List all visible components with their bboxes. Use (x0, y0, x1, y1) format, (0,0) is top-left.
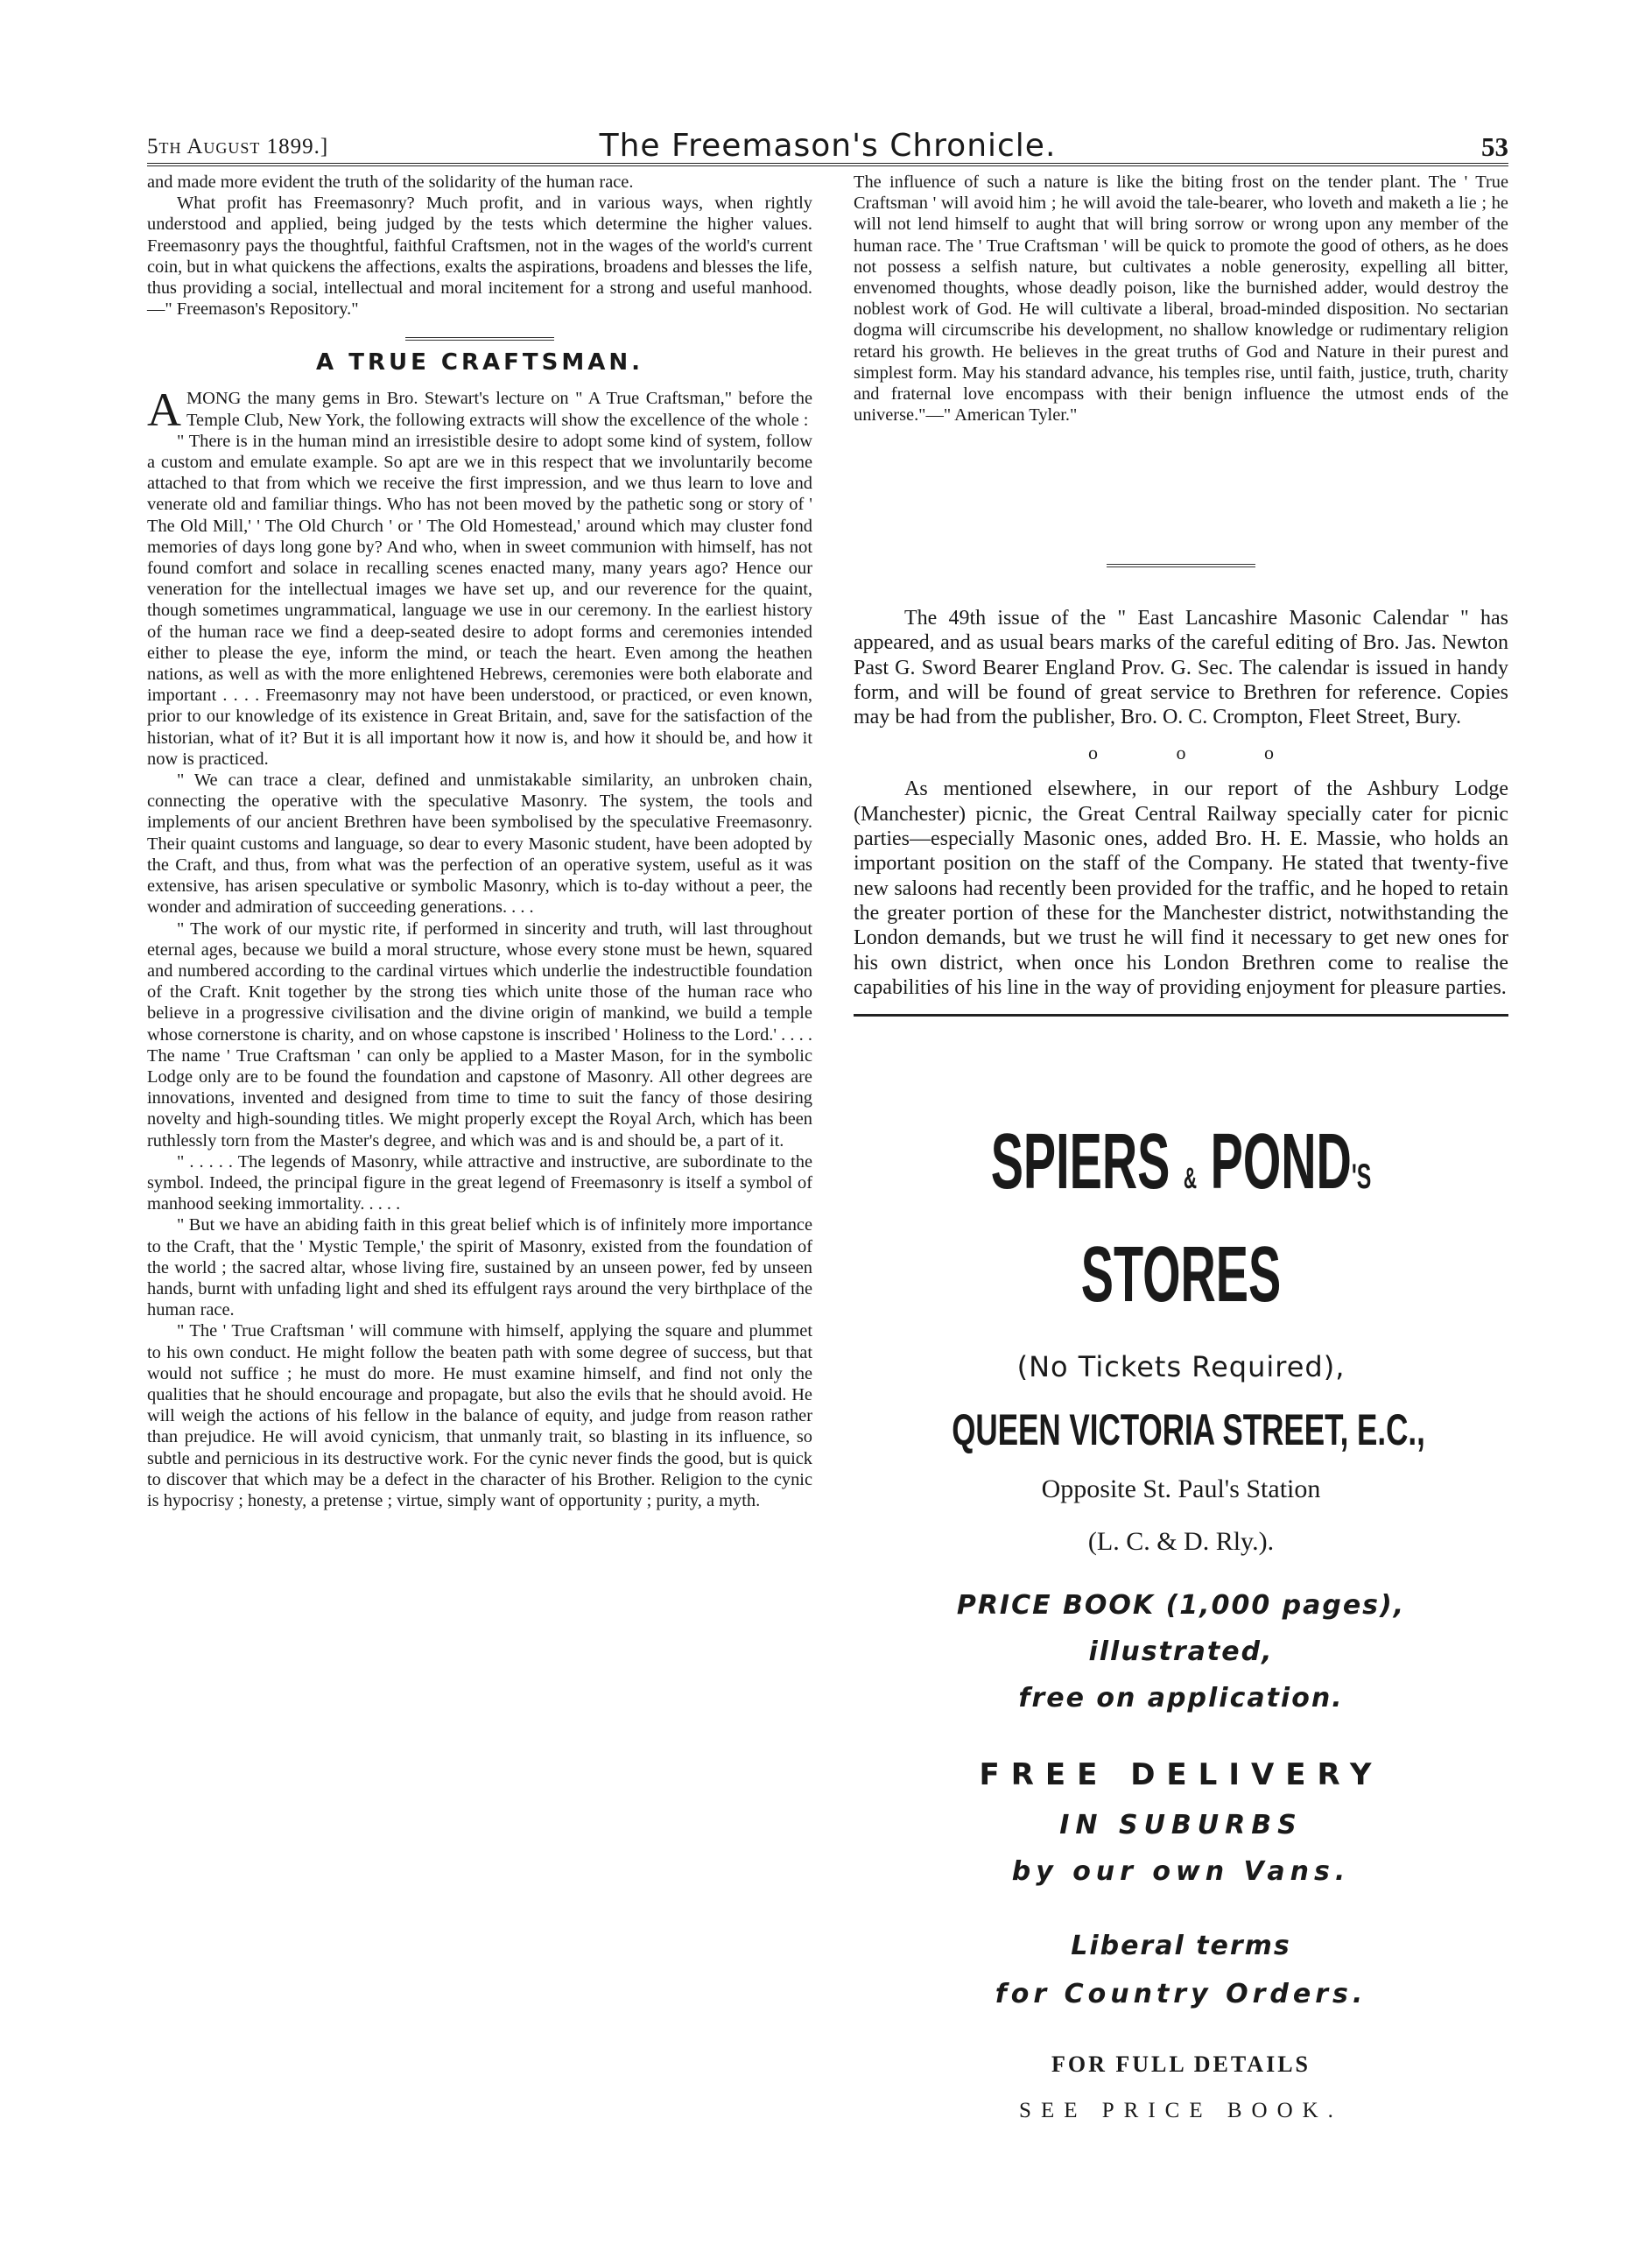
article-continuation: The influence of such a nature is like the biting frost on the tender plant. The ' True Craftsman ' will avoid him ; he will avoid the tale-bearer, who loveth and maketh a lie ; he will not lend himself to aught that will bring sorrow or wrong upon any member of the human race. The ' True Craftsman ' will be quick to promote the good of others, as he does not possess a selfish nature, but cultivates a noble generosity, expelling all bitter, envenomed thoughts, whose deadly poison, like the burnished adder, would destroy the noblest work of God. He will cultivate a liberal, broad-minded disposition. No sectarian dogma will circumscribe his development, no shallow knowledge or rudimentary religion retard his growth. He believes in the great truths of God and Nature in their purest and simplest form. May his standard advance, his temples rise, until faith, justice, truth, charity and fraternal love encompass with their benign influence the utmost ends of the universe."—" American Tyler." (854, 172, 1508, 426)
article-paragraph: " . . . . . The legends of Masonry, while attractive and instructive, are subordinate to the symbol. Indeed, the principal figure in the great legend of Freemasonry is itself a symbol of manhood seeking immortality. . . . . (147, 1151, 812, 1214)
section-divider (405, 337, 554, 341)
ornament-mark: o (1088, 742, 1098, 764)
header-rule (147, 163, 1508, 166)
ad-see-price-book: SEE PRICE BOOK. (1019, 2099, 1343, 2123)
ad-possessive: 'S (1351, 1158, 1372, 1197)
column-rule (854, 1014, 1508, 1017)
page-header (147, 128, 1508, 163)
article-paragraph: " There is in the human mind an irresistible desire to adopt some kind of system, follow a custom and emulate example. So apt are we in this respect that we involuntarily become attached to that from which we receive the first impression, and we thus learn to love and venerate old and familiar things. Who has not been moved by the pathetic song or story of ' The Old Mill,' ' The Old Church ' or ' The Old Homestead,' around which may cluster fond memories of days long gone by? And who, when in sweet communion with himself, has not found comfort and solace in recalling scenes enacted many, many years ago? Hence our veneration for the intellectual images we have set up, and our reverence for the quaint, though sometimes ungrammatical, language we use in our ceremony. In the earliest history of the human race we find a deep-seated desire to adopt forms and ceremonies intended either to please the eye, inform the mind, or teach the heart. Even among the heathen nations, as well as with the more enlightened Hebrews, ceremonies were both elaborate and important . . . . Freemasonry may not have been understood, or practiced, or even known, prior to our knowledge of its existence in Great Britain, and, save for the satisfaction of the historian, what of it? But it is all important how it now is, and how it should be, and how it now is practiced. (147, 431, 812, 769)
news-notes (854, 606, 1508, 1000)
ad-store-name (978, 1118, 1384, 1222)
ornament-mark: o (1264, 742, 1274, 764)
ad-name-part1: SPIERS (990, 1118, 1170, 1207)
ad-free-delivery: FREE DELIVERY (979, 1757, 1383, 1793)
article-paragraph: " But we have an abiding faith in this great belief which is of infinitely more importance to the Craft, that the ' Mystic Temple,' the spirit of Masonry, existed from the foundation of the world ; the sacred altar, whose living fire, sustained by an unseen power, fed by unseen hands, burnt with unfading light and shed its effulgent rays around the very birthplace of the human race. (147, 1215, 812, 1320)
drop-cap: A (147, 384, 181, 437)
article-title: A TRUE CRAFTSMAN. (316, 349, 643, 376)
news-item: As mentioned elsewhere, in our report of the Ashbury Lodge (Manchester) picnic, the Great Central Railway specially cater for picnic parties—especially Masonic ones, added Bro. H. E. Massie, who holds an important position on the staff of the Company. He stated that twenty-five new saloons had recently been provided for the traffic, and he hoped to retain the greater portion of these for the Manchester district, notwithstanding the London demands, but we trust he will find it necessary to get new ones for his own district, when once his London Brethren come to realise the capabilities of his line in the way of providing enjoyment for pleasure parties. (854, 778, 1508, 999)
ad-country-orders: for Country Orders. (995, 1979, 1367, 2010)
news-item: The 49th issue of the " East Lancashire Masonic Calendar " has appeared, and as usual bears marks of the careful editing of Bro. Jas. Newton Past G. Sword Bearer England Prov. G. Sec. The calendar is issued in handy form, and will be found of great service to Brethren for reference. Copies may be had from the publisher, Bro. O. C. Crompton, Fleet Street, Bury. (854, 607, 1508, 729)
section-divider (1107, 564, 1255, 567)
left-column (147, 172, 812, 1511)
article-lead-paragraph (147, 384, 812, 437)
ad-free-application: free on application. (1018, 1683, 1344, 1714)
ad-tickets: (No Tickets Required), (1016, 1350, 1346, 1384)
intro-paragraph: and made more evident the truth of the solidarity of the human race. (147, 172, 634, 192)
ornament-mark: o (1176, 742, 1186, 764)
right-column (854, 172, 1508, 2123)
ad-name-part2: POND (1210, 1118, 1352, 1207)
ad-price-book: PRICE BOOK (1,000 pages), (956, 1590, 1406, 1622)
lead-text: MONG the many gems in Bro. Stewart's lecture on " A True Craftsman," before the Temple Club, New York, the following extracts will show the excellence of the whole : (186, 389, 812, 430)
ad-liberal-terms: Liberal terms (1071, 1931, 1291, 1962)
issue-date: 5th August 1899.] (147, 135, 329, 158)
newspaper-title: The Freemason's Chronicle. (599, 128, 1057, 164)
ad-stores: STORES (1080, 1231, 1282, 1320)
ad-ampersand: & (1183, 1162, 1198, 1196)
intro-paragraph: What profit has Freemasonry? Much profit, and in various ways, when rightly understood and applied, being judged by the tests which determine the higher values. Freemasonry pays the thoughtful, faithful Craftsmen, not in the wages of the world's current coin, but in what quickens the affections, exalts the aspirations, broadens and blesses the life, thus providing a social, intellectual and moral incitement for a strong and useful manhood.—" Freemason's Repository." (147, 194, 812, 320)
ornament-divider (854, 742, 1508, 764)
article-paragraph: " The work of our mystic rite, if performed in sincerity and truth, will last throughout eternal ages, because we build a moral structure, whose every stone must be hewn, squared and numbered according to the cardinal virtues which underlie the indestructible foundation of the Craft. Knit together by the strong ties which unite those of the human race who believe in a progressive civilisation and the divine origin of mankind, we build a temple whose cornerstone is charity, and on whose capstone is inscribed ' Holiness to the Lord.' . . . . The name ' True Craftsman ' can only be applied to a Master Mason, for in the symbolic Lodge only are to be found the foundation and capstone of Masonry. All other degrees are innovations, invented and designed from time to time to suit the fancy of those desiring novelty and high-sounding titles. We might properly except the Royal Arch, which has been ruthlessly torn from the Master's degree, and which was and is and should be, a part of it. (147, 918, 812, 1151)
ad-full-details: FOR FULL DETAILS (1051, 2051, 1311, 2078)
ad-opposite: Opposite St. Paul's Station (1041, 1474, 1321, 1504)
article-paragraph: " The ' True Craftsman ' will commune with himself, applying the square and plummet to his own conduct. He might follow the beaten path with some degree of success, but that would not suffice ; he must do more. He must examine himself, and find not only the qualities that he should encourage and propagate, but also the evils that he should avoid. He will weigh the actions of his fellow in the balance of equity, and judge from reason rather than prejudice. He will avoid cynicism, that unmanly trait, so blasting in its influence, so subtle and pernicious in its destructive work. For the cynic never finds the good, but is quick to discover that which may be a defect in the character of his Brother. Religion to the cynic is hypocrisy ; honesty, a pretense ; virtue, simply want of opportunity ; purity, a myth. (147, 1321, 812, 1510)
spiers-pond-advertisement (854, 1118, 1508, 2123)
ad-own-vans: by our own Vans. (1011, 1856, 1351, 1888)
ad-street: QUEEN VICTORIA STREET, E.C., (952, 1405, 1425, 1455)
article-paragraph: " We can trace a clear, defined and unmistakable similarity, an unbroken chain, connecting the operative with the speculative Masonry. The system, the tools and implements of our ancient Brethren have been symbolised by the speculative Freemasonry. Their quaint customs and language, so dear to every Masonic student, have been adopted by the Craft, and thus, from what was the perfection of an operative system, useful as it was extensive, has arisen speculative or symbolic Masonry, which is to-day without a peer, the wonder and admiration of succeeding generations. . . . (147, 771, 812, 918)
ad-railway: (L. C. & D. Rly.). (1087, 1527, 1275, 1557)
page-number: 53 (1481, 131, 1508, 162)
ad-in-suburbs: IN SUBURBS (1059, 1810, 1303, 1841)
ad-illustrated: illustrated, (1088, 1636, 1274, 1668)
